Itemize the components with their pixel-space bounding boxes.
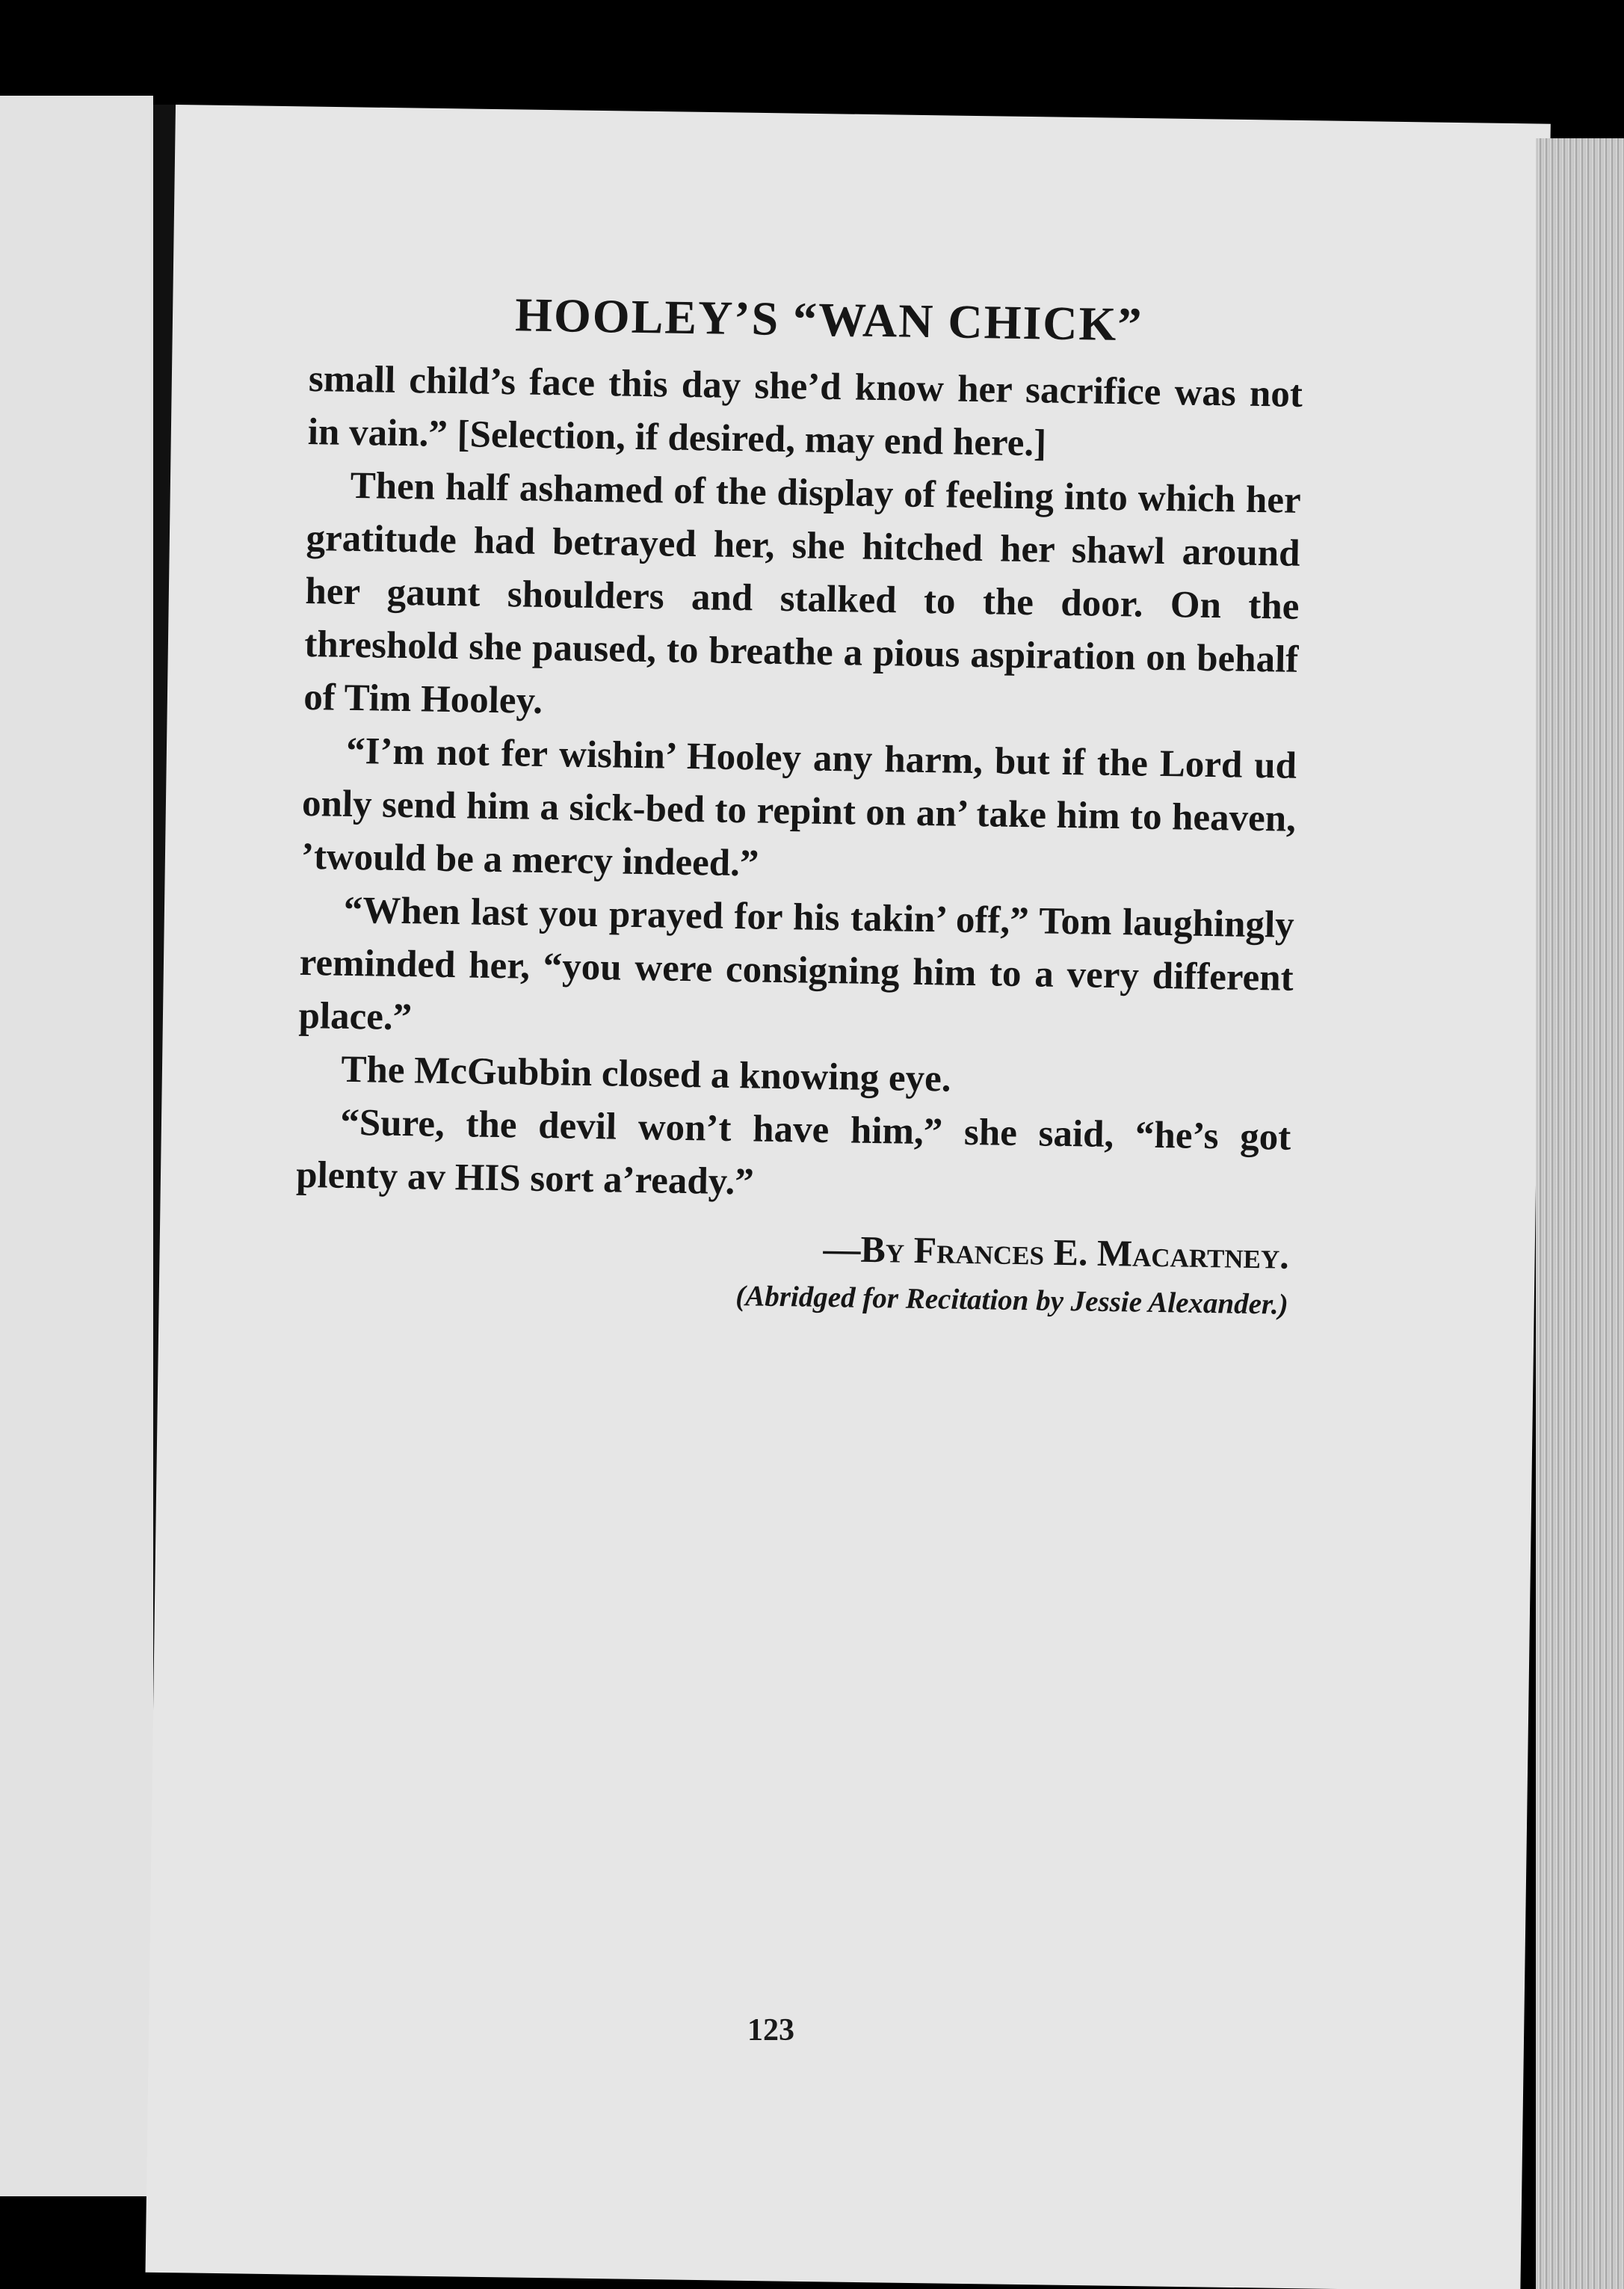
running-head: HOOLEY’S “WAN CHICK” xyxy=(514,288,1143,351)
paragraph: “Sure, the devil won’t have him,” she said, “he’s got plenty av HIS sort a’ready.” xyxy=(295,1101,1291,1204)
paragraph: Then half ashamed of the display of feeling into which her gratitude had betrayed her, she hitched her shawl around her gaunt shoulders and stalked to the door. On the threshold she paused, to breathe a pious aspiration on behalf of Tim Hooley. xyxy=(303,464,1302,722)
paragraph: The McGubbin closed a knowing eye. xyxy=(341,1048,951,1100)
page-number: 123 xyxy=(747,2013,794,2048)
page-text-block xyxy=(294,284,1304,1322)
abridgement-credit: (Abridged for Recitation by Jessie Alexander.) xyxy=(735,1280,1289,1321)
page-edges xyxy=(1536,138,1624,2289)
paragraph-continuation: small child’s face this day she’d know her sacrifice was not in vain.” [Selection, if desired, may end here.] xyxy=(307,357,1303,465)
paragraph: “When last you prayed for his takin’ off,” Tom laughingly reminded her, “you were consigning him to a very different place.” xyxy=(298,889,1295,1039)
left-page-margin xyxy=(0,96,153,2196)
author-byline: —By Frances E. Macartney. xyxy=(823,1227,1290,1277)
paragraph: “I’m not fer wishin’ Hooley any harm, but if the Lord ud only send him a sick-bed to repint on an’ take him to heaven, ’twould be a mercy indeed.” xyxy=(300,730,1297,885)
